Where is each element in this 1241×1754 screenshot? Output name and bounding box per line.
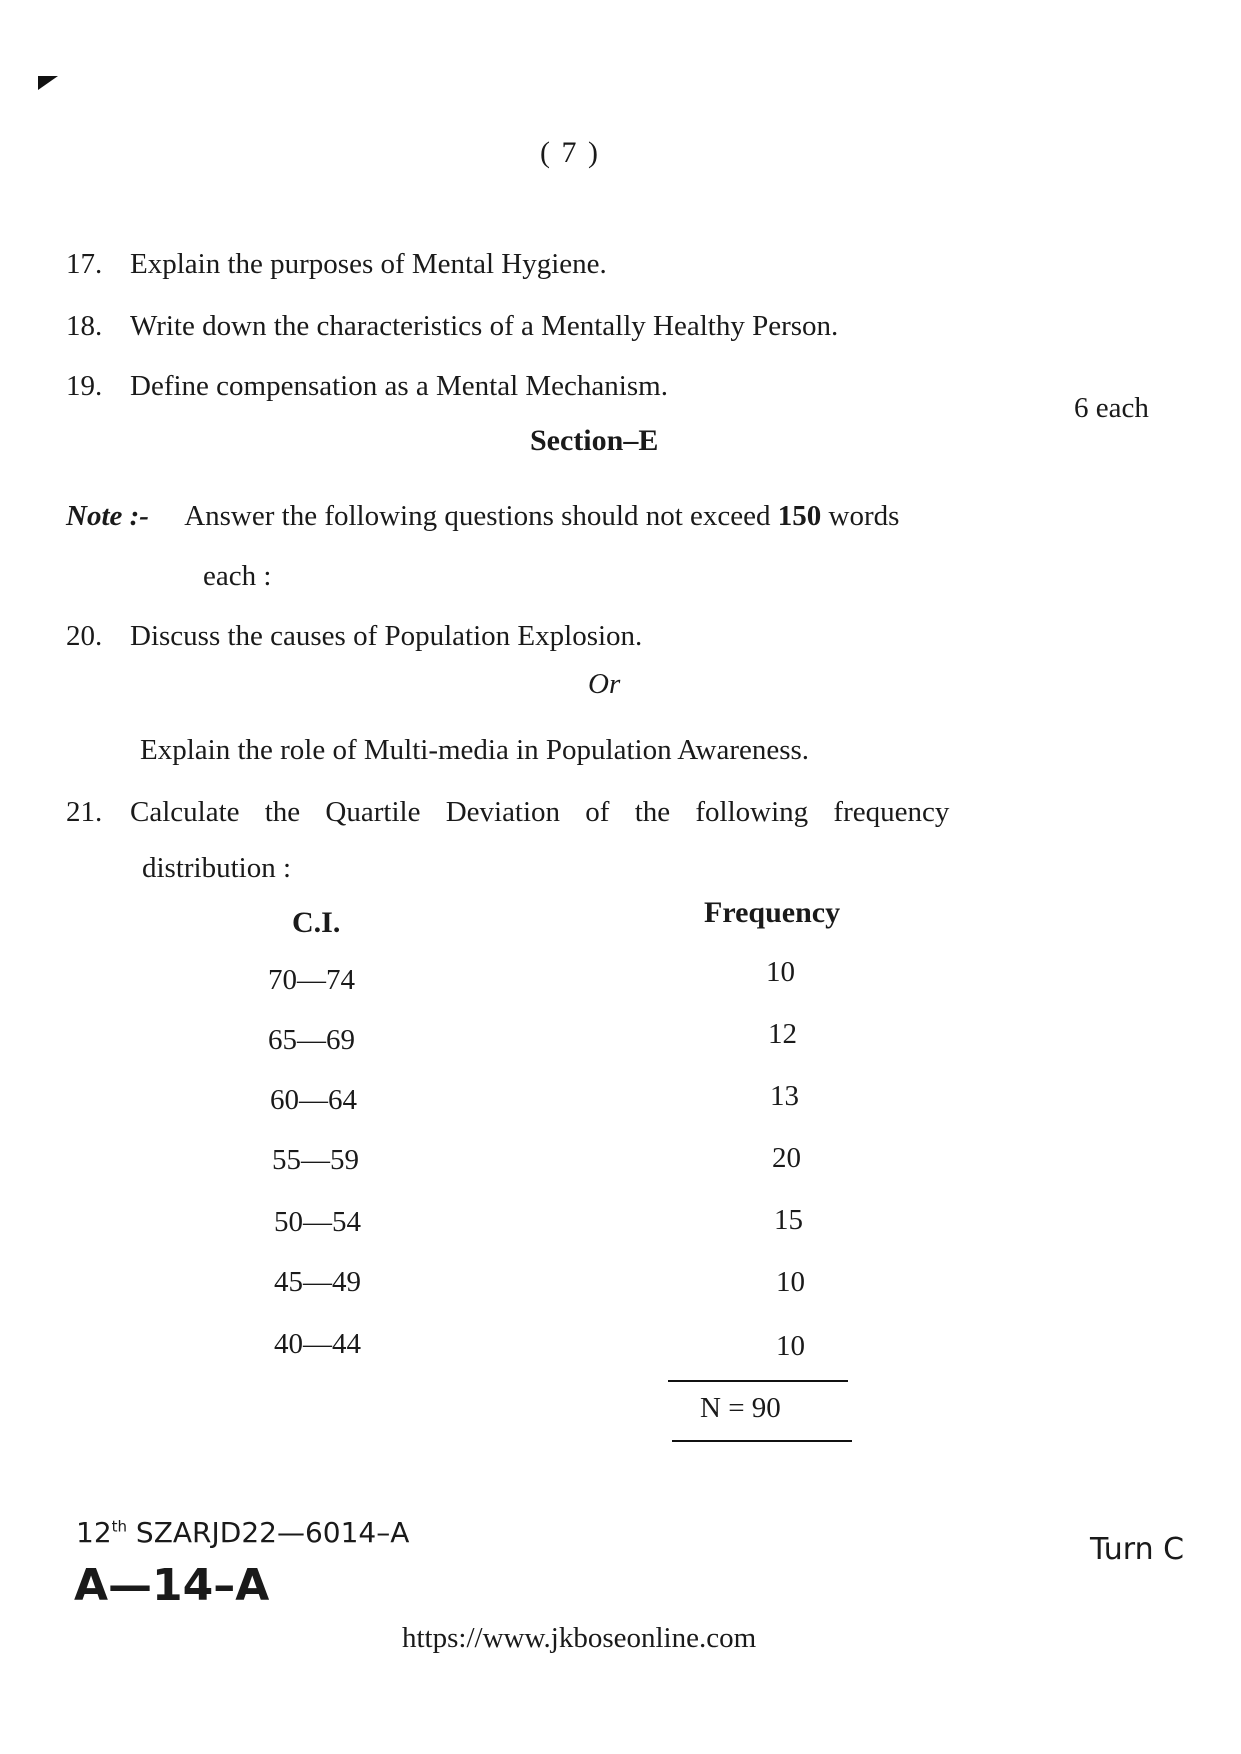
- question-number: 19.: [66, 370, 103, 402]
- table-cell-ci: 50—54: [274, 1206, 361, 1238]
- question-text: Write down the characteristics of a Mentally Healthy Person.: [130, 310, 839, 342]
- table-cell-ci: 65—69: [268, 1024, 355, 1056]
- source-url: https://www.jkboseonline.com: [402, 1622, 757, 1654]
- question-18: [66, 310, 838, 343]
- word-limit: 150: [777, 500, 822, 532]
- question-number: 20.: [66, 620, 103, 652]
- page-number: ( 7 ): [540, 136, 600, 169]
- question-20: [66, 620, 642, 653]
- question-text: Discuss the causes of Population Explosion.: [130, 620, 643, 652]
- question-17: [66, 248, 607, 281]
- question-21-line-2: distribution :: [142, 852, 292, 884]
- table-header-frequency: Frequency: [704, 896, 841, 929]
- question-number: 18.: [66, 310, 103, 342]
- table-cell-frequency: 13: [770, 1080, 799, 1112]
- paper-code: [76, 1516, 409, 1549]
- note-line-2: each :: [203, 560, 272, 592]
- paper-code-id: SZARJD22—6014–A: [127, 1516, 410, 1549]
- question-number: 21.: [66, 796, 103, 828]
- marks-each: 6 each: [1074, 392, 1149, 424]
- total-rule-top: [668, 1380, 848, 1382]
- turn-over-label: Turn C: [1090, 1532, 1185, 1567]
- question-19: [66, 370, 668, 403]
- table-header-ci: C.I.: [292, 906, 341, 939]
- question-text: Define compensation as a Mental Mechanism.: [130, 370, 668, 402]
- question-text: Calculate the Quartile Deviation of the following frequency: [130, 796, 950, 828]
- table-cell-frequency: 12: [768, 1018, 797, 1050]
- total-rule-bottom: [672, 1440, 852, 1442]
- question-text: Explain the purposes of Mental Hygiene.: [130, 248, 607, 280]
- table-cell-ci: 55—59: [272, 1144, 359, 1176]
- note-text-words: words: [828, 500, 900, 532]
- paper-code-class: 12: [76, 1516, 112, 1549]
- table-cell-ci: 40—44: [274, 1328, 361, 1360]
- table-cell-frequency: 10: [776, 1266, 805, 1298]
- table-cell-ci: 70—74: [268, 964, 355, 996]
- table-cell-ci: 60—64: [270, 1084, 357, 1116]
- table-total: N = 90: [700, 1392, 781, 1424]
- question-20-alternative: Explain the role of Multi-media in Population Awareness.: [140, 734, 810, 766]
- question-21: [66, 796, 949, 829]
- paper-code-suffix: th: [111, 1517, 128, 1536]
- note-text: Answer the following questions should not exceed: [184, 500, 771, 532]
- note-label: Note :-: [66, 500, 149, 532]
- section-title: Section–E: [530, 424, 659, 457]
- or-label: Or: [588, 668, 621, 700]
- corner-mark: [38, 76, 58, 90]
- table-cell-ci: 45—49: [274, 1266, 361, 1298]
- paper-series: A—14–A: [74, 1560, 270, 1611]
- table-cell-frequency: 15: [774, 1204, 803, 1236]
- table-cell-frequency: 10: [776, 1330, 805, 1362]
- table-cell-frequency: 20: [772, 1142, 801, 1174]
- question-number: 17.: [66, 248, 103, 280]
- table-cell-frequency: 10: [766, 956, 795, 988]
- note-line-1: [66, 500, 899, 533]
